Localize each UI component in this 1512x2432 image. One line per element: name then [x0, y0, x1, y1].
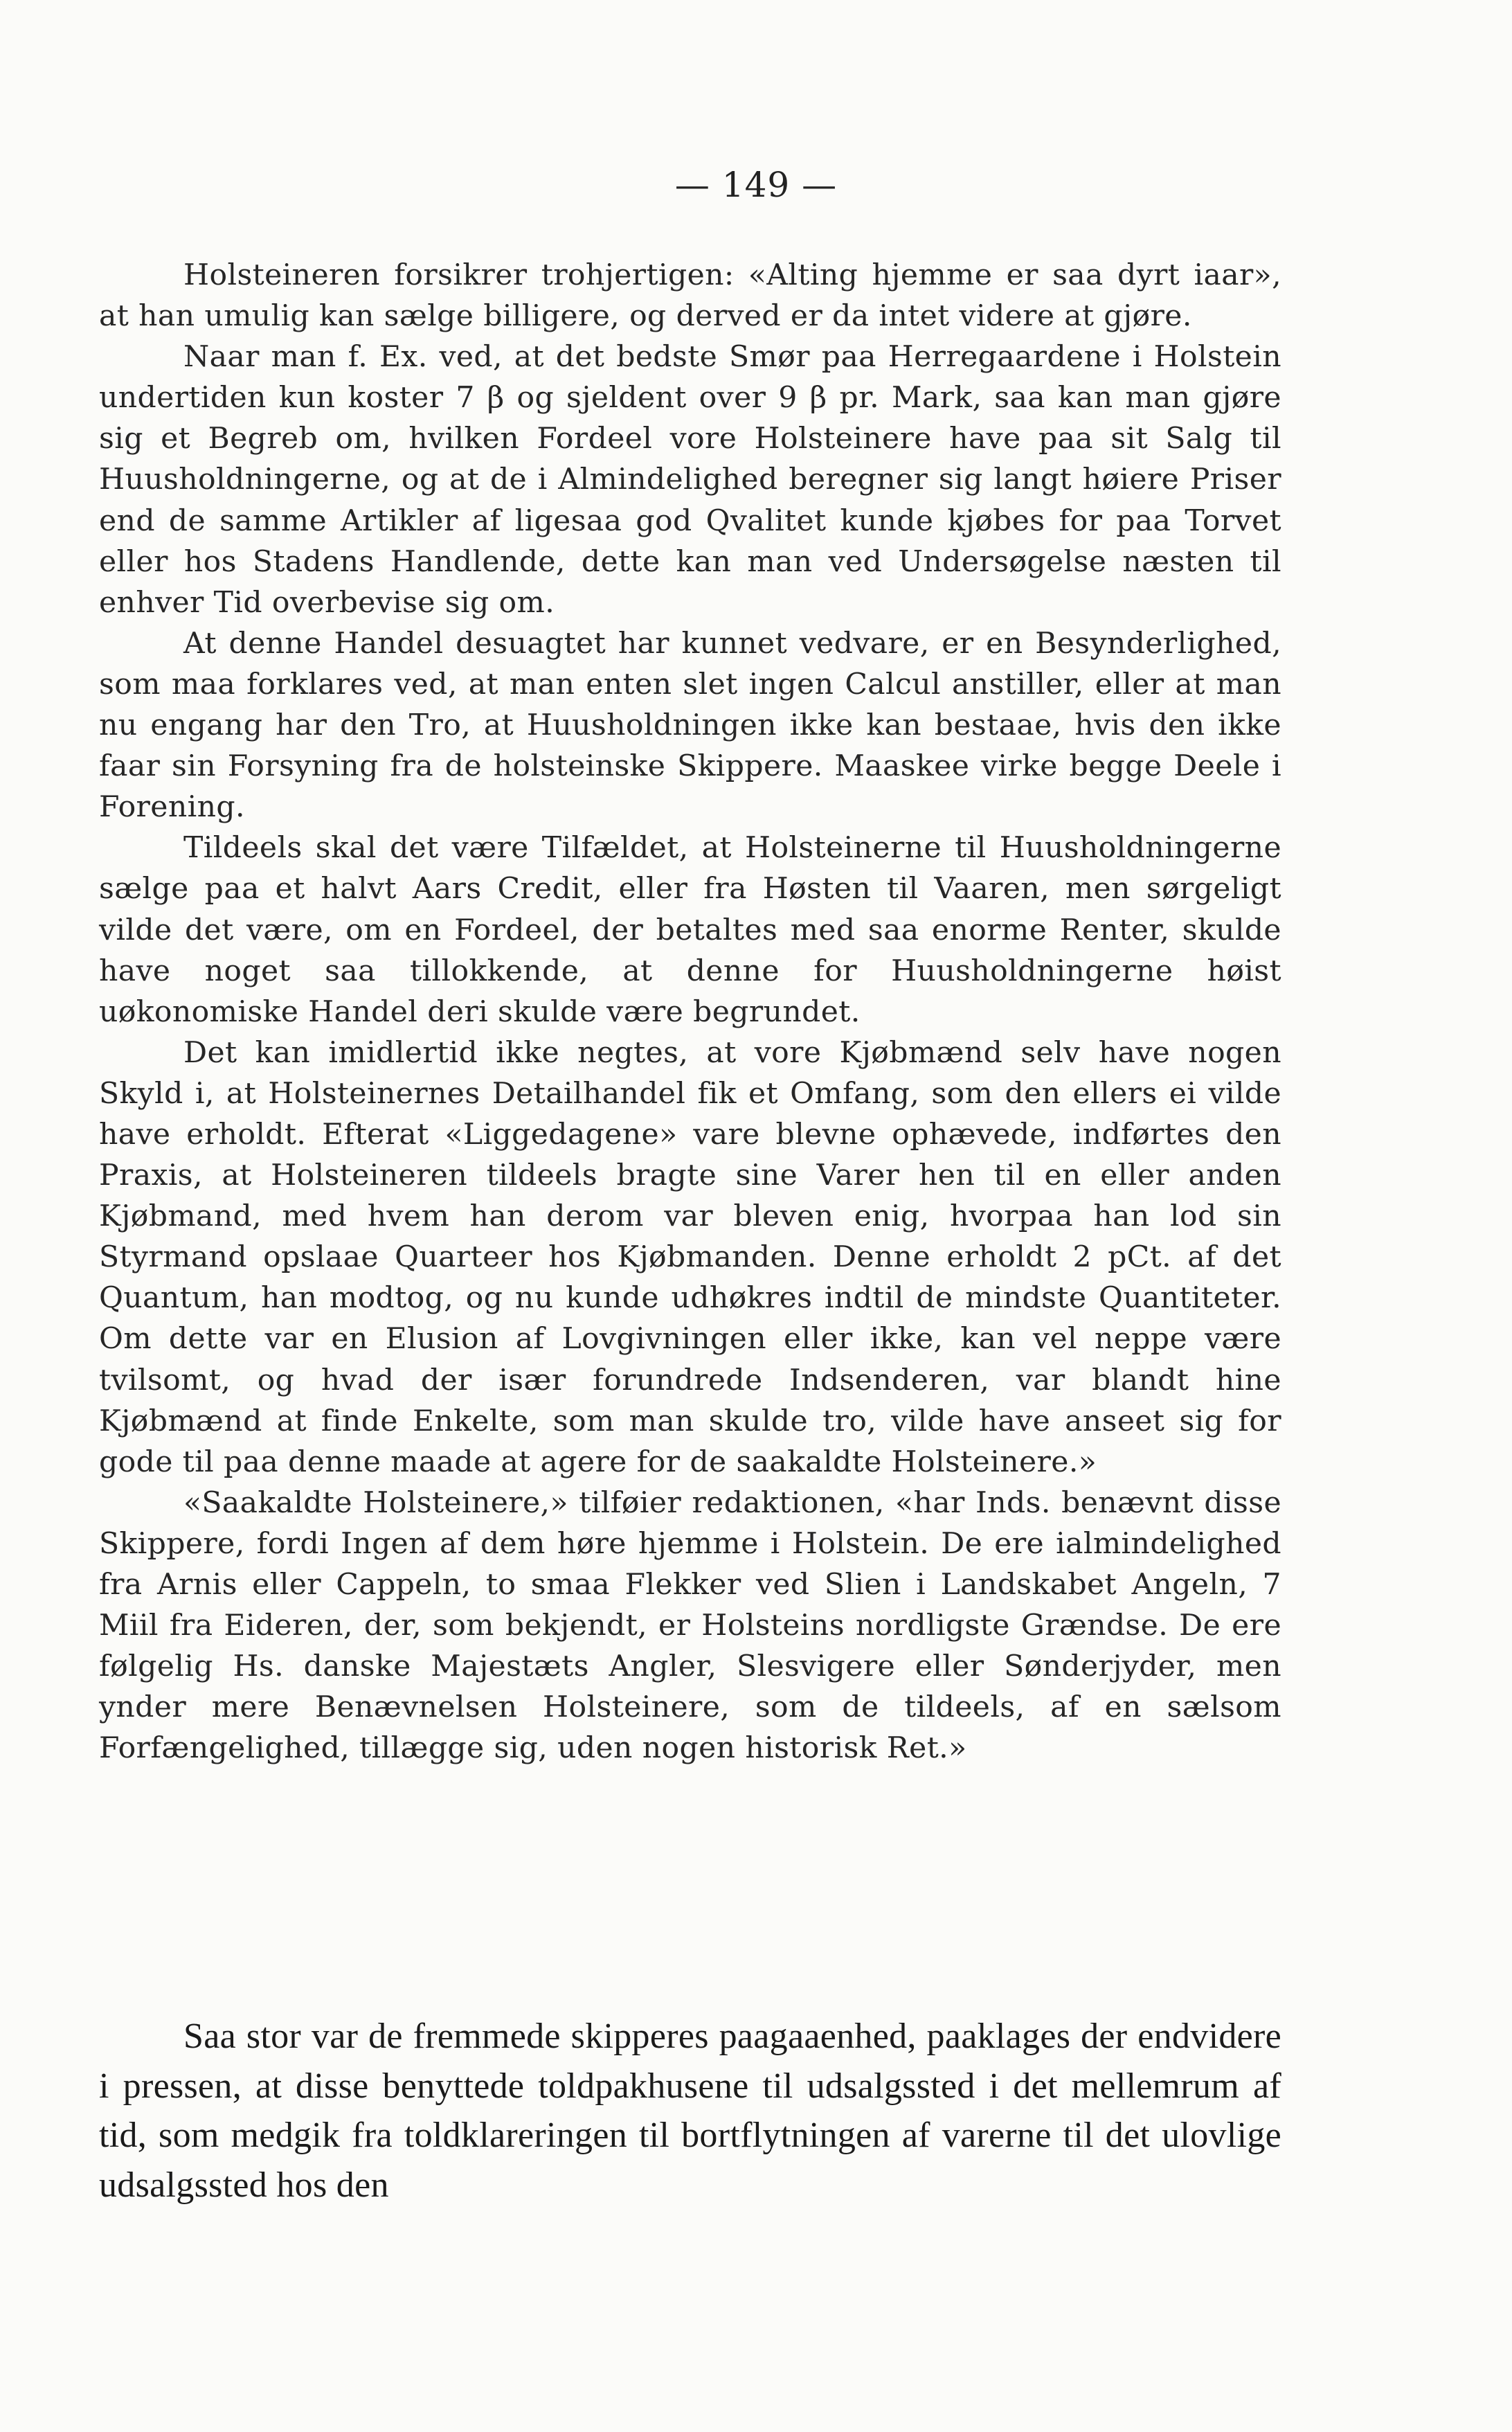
paragraph: Tildeels skal det være Tilfældet, at Holsteinerne til Huusholdningerne sælge paa et halvt Aars Credit, eller fra Høsten til Vaaren, men sørgeligt vilde det være, om en Fordeel, der betaltes med saa enorme Renter, skulde have noget saa tillokkende, at denne for Huusholdningerne høist uøkonomiske Handel deri skulde være begrundet.: [99, 831, 1281, 1029]
quoted-newspaper-text: [99, 255, 1281, 1769]
paragraph: Holsteineren forsikrer trohjertigen: «Alting hjemme er saa dyrt iaar», at han umulig kan sælge billigere, og derved er da intet videre at gjøre.: [99, 258, 1281, 334]
page-number: — 149 —: [674, 165, 838, 205]
paragraph: Naar man f. Ex. ved, at det bedste Smør paa Herregaardene i Holstein undertiden kun koster 7 β og sjeldent over 9 β pr. Mark, saa kan man gjøre sig et Begreb om, hvilken Fordeel vore Holsteinere have paa sit Salg til Huusholdningerne, og at de i Almindelighed beregner sig langt høiere Priser end de samme Artikler af ligesaa god Qvalitet kunde kjøbes for paa Torvet eller hos Stadens Handlende, dette kan man ved Undersøgelse næsten til enhver Tid overbevise sig om.: [99, 340, 1281, 620]
main-text: [99, 2012, 1281, 2210]
paragraph: At denne Handel desuagtet har kunnet vedvare, er en Besynderlighed, som maa forklares ved, at man enten slet ingen Calcul anstiller, eller at man nu engang har den Tro, at Huusholdningen ikke kan bestaae, hvis den ikke faar sin Forsyning fra de holsteinske Skippere. Maaskee virke begge Deele i Forening.: [99, 626, 1281, 825]
paragraph: «Saakaldte Holsteinere,» tilføier redaktionen, «har Inds. benævnt disse Skippere, fordi Ingen af dem høre hjemme i Holstein. De ere ialmindelighed fra Arnis eller Cappeln, to smaa Flekker ved Slien i Landskabet Angeln, 7 Miil fra Eideren, der, som bekjendt, er Holsteins nordligste Grændse. De ere følgelig Hs. danske Majestæts Angler, Slesvigere eller Sønderjyder, men ynder mere Benævnelsen Holsteinere, som de tildeels, af en sælsom Forfængelighed, tillægge sig, uden nogen historisk Ret.»: [99, 1485, 1281, 1766]
paragraph: Saa stor var de fremmede skipperes paagaaenhed, paaklages der endvidere i pressen, at disse benyttede toldpakhusene til udsalgssted i det mellemrum af tid, som medgik fra toldklareringen til bortflytningen af varerne til det ulovlige udsalgssted hos den: [99, 2017, 1281, 2205]
paragraph: Det kan imidlertid ikke negtes, at vore Kjøbmænd selv have nogen Skyld i, at Holsteinernes Detailhandel fik et Omfang, som den ellers ei vilde have erholdt. Efterat «Liggedagene» vare blevne ophævede, indførtes den Praxis, at Holsteineren tildeels bragte sine Varer hen til en eller anden Kjøbmand, med hvem han derom var bleven enig, hvorpaa han lod sin Styrmand opslaae Quarteer hos Kjøbmanden. Denne erholdt 2 pCt. af det Quantum, han modtog, og nu kunde udhøkres indtil de mindste Quantiteter. Om dette var en Elusion af Lovgivningen eller ikke, kan vel neppe være tvilsomt, og hvad der især forundrede Indsenderen, var blandt hine Kjøbmænd at finde Enkelte, som man skulde tro, vilde have anseet sig for gode til paa denne maade at agere for de saakaldte Holsteinere.»: [99, 1035, 1281, 1479]
